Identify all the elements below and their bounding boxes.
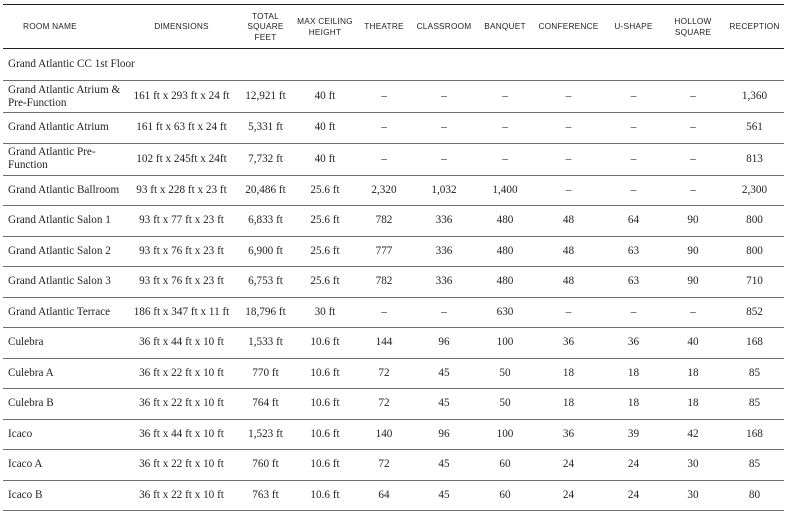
column-header-classroom: CLASSROOM [409, 5, 479, 49]
column-header-room-name: ROOM NAME [3, 5, 123, 49]
cell-room-name: Grand Atlantic Salon 1 [3, 206, 123, 237]
cell-max-ceiling-height: 10.6 ft [291, 480, 359, 511]
table-row [3, 389, 784, 420]
table-row [3, 480, 784, 511]
cell-room-name: Grand Atlantic Salon 2 [3, 236, 123, 267]
cell-u-shape: 24 [606, 480, 661, 511]
cell-u-shape: – [606, 113, 661, 144]
cell-max-ceiling-height: 10.6 ft [291, 419, 359, 450]
cell-max-ceiling-height: 10.6 ft [291, 358, 359, 389]
cell-total-square-feet: 6,900 ft [240, 236, 291, 267]
cell-classroom: – [409, 81, 479, 113]
cell-dimensions: 93 ft x 228 ft x 23 ft [123, 175, 240, 206]
cell-room-name: Grand Atlantic Atrium [3, 113, 123, 144]
cell-theatre: 72 [359, 358, 409, 389]
cell-reception: 813 [725, 143, 784, 175]
cell-classroom: – [409, 297, 479, 328]
cell-conference: 36 [531, 328, 606, 359]
cell-reception: 168 [725, 328, 784, 359]
cell-reception: 168 [725, 419, 784, 450]
cell-dimensions: 36 ft x 44 ft x 10 ft [123, 419, 240, 450]
cell-room-name: Icaco [3, 419, 123, 450]
cell-theatre: – [359, 113, 409, 144]
cell-classroom: 1,032 [409, 175, 479, 206]
cell-reception: 800 [725, 236, 784, 267]
cell-classroom: 45 [409, 480, 479, 511]
cell-max-ceiling-height: 10.6 ft [291, 389, 359, 420]
cell-classroom: 45 [409, 358, 479, 389]
cell-u-shape: 36 [606, 328, 661, 359]
cell-dimensions: 36 ft x 22 ft x 10 ft [123, 389, 240, 420]
cell-theatre: 72 [359, 450, 409, 481]
cell-hollow-square: 30 [661, 450, 725, 481]
cell-banquet: 50 [479, 358, 531, 389]
cell-hollow-square: 90 [661, 206, 725, 237]
section-title: Grand Atlantic CC 1st Floor [3, 49, 784, 81]
column-header-theatre: THEATRE [359, 5, 409, 49]
cell-banquet: 480 [479, 206, 531, 237]
cell-banquet: 50 [479, 389, 531, 420]
cell-banquet: – [479, 113, 531, 144]
cell-banquet: 100 [479, 419, 531, 450]
cell-hollow-square: 90 [661, 236, 725, 267]
cell-reception: 85 [725, 358, 784, 389]
cell-dimensions: 36 ft x 22 ft x 10 ft [123, 480, 240, 511]
cell-conference: 48 [531, 267, 606, 298]
cell-max-ceiling-height: 25.6 ft [291, 206, 359, 237]
cell-dimensions: 93 ft x 76 ft x 23 ft [123, 267, 240, 298]
cell-max-ceiling-height: 40 ft [291, 113, 359, 144]
cell-hollow-square: – [661, 297, 725, 328]
cell-total-square-feet: 764 ft [240, 389, 291, 420]
cell-banquet: 60 [479, 480, 531, 511]
cell-banquet: 630 [479, 297, 531, 328]
cell-banquet: 480 [479, 236, 531, 267]
cell-theatre: – [359, 81, 409, 113]
cell-hollow-square: – [661, 81, 725, 113]
cell-banquet: 100 [479, 328, 531, 359]
cell-room-name: Culebra A [3, 358, 123, 389]
cell-theatre: 2,320 [359, 175, 409, 206]
cell-conference: 24 [531, 480, 606, 511]
cell-dimensions: 102 ft x 245ft x 24ft [123, 143, 240, 175]
room-capacity-table [3, 4, 784, 511]
cell-total-square-feet: 770 ft [240, 358, 291, 389]
cell-conference: 18 [531, 389, 606, 420]
cell-max-ceiling-height: 25.6 ft [291, 175, 359, 206]
cell-total-square-feet: 18,796 ft [240, 297, 291, 328]
table-row [3, 450, 784, 481]
cell-room-name: Grand Atlantic Ballroom [3, 175, 123, 206]
cell-u-shape: – [606, 143, 661, 175]
cell-reception: 800 [725, 206, 784, 237]
cell-total-square-feet: 5,331 ft [240, 113, 291, 144]
table-row [3, 236, 784, 267]
cell-room-name: Grand Atlantic Atrium & Pre-Function [3, 81, 123, 113]
cell-theatre: 64 [359, 480, 409, 511]
table-row [3, 206, 784, 237]
table-row [3, 143, 784, 175]
cell-reception: 85 [725, 389, 784, 420]
cell-classroom: 45 [409, 389, 479, 420]
column-header-banquet: BANQUET [479, 5, 531, 49]
cell-u-shape: – [606, 81, 661, 113]
cell-max-ceiling-height: 10.6 ft [291, 450, 359, 481]
cell-conference: 48 [531, 236, 606, 267]
cell-classroom: 45 [409, 450, 479, 481]
cell-classroom: 96 [409, 419, 479, 450]
table-row [3, 267, 784, 298]
cell-room-name: Grand Atlantic Pre-Function [3, 143, 123, 175]
cell-banquet: – [479, 81, 531, 113]
column-header-dimensions: DIMENSIONS [123, 5, 240, 49]
cell-theatre: – [359, 297, 409, 328]
table-header [3, 5, 784, 49]
cell-conference: – [531, 143, 606, 175]
cell-room-name: Grand Atlantic Terrace [3, 297, 123, 328]
cell-theatre: 144 [359, 328, 409, 359]
cell-conference: – [531, 113, 606, 144]
table-row [3, 328, 784, 359]
cell-room-name: Culebra B [3, 389, 123, 420]
cell-conference: 24 [531, 450, 606, 481]
cell-theatre: 72 [359, 389, 409, 420]
cell-total-square-feet: 763 ft [240, 480, 291, 511]
cell-theatre: 140 [359, 419, 409, 450]
cell-reception: 1,360 [725, 81, 784, 113]
cell-dimensions: 161 ft x 293 ft x 24 ft [123, 81, 240, 113]
cell-hollow-square: – [661, 143, 725, 175]
table-row [3, 358, 784, 389]
cell-u-shape: 64 [606, 206, 661, 237]
cell-u-shape: 63 [606, 236, 661, 267]
cell-reception: 710 [725, 267, 784, 298]
column-header-max-ceiling-height: MAX CEILING HEIGHT [291, 5, 359, 49]
cell-u-shape: 18 [606, 358, 661, 389]
cell-banquet: – [479, 143, 531, 175]
cell-reception: 2,300 [725, 175, 784, 206]
header-row [3, 5, 784, 49]
cell-hollow-square: – [661, 175, 725, 206]
cell-classroom: – [409, 113, 479, 144]
cell-max-ceiling-height: 30 ft [291, 297, 359, 328]
cell-hollow-square: 42 [661, 419, 725, 450]
cell-conference: – [531, 297, 606, 328]
cell-u-shape: 63 [606, 267, 661, 298]
column-header-reception: RECEPTION [725, 5, 784, 49]
column-header-total-square-feet: TOTAL SQUARE FEET [240, 5, 291, 49]
cell-banquet: 480 [479, 267, 531, 298]
cell-hollow-square: 18 [661, 358, 725, 389]
cell-dimensions: 161 ft x 63 ft x 24 ft [123, 113, 240, 144]
cell-u-shape: 39 [606, 419, 661, 450]
cell-dimensions: 186 ft x 347 ft x 11 ft [123, 297, 240, 328]
cell-conference: 18 [531, 358, 606, 389]
cell-hollow-square: 18 [661, 389, 725, 420]
column-header-u-shape: U-SHAPE [606, 5, 661, 49]
cell-hollow-square: – [661, 113, 725, 144]
cell-total-square-feet: 1,523 ft [240, 419, 291, 450]
cell-conference: 36 [531, 419, 606, 450]
cell-total-square-feet: 1,533 ft [240, 328, 291, 359]
cell-total-square-feet: 12,921 ft [240, 81, 291, 113]
cell-total-square-feet: 6,753 ft [240, 267, 291, 298]
table-row [3, 419, 784, 450]
cell-classroom: 336 [409, 206, 479, 237]
cell-classroom: 336 [409, 267, 479, 298]
cell-dimensions: 93 ft x 76 ft x 23 ft [123, 236, 240, 267]
table-row [3, 81, 784, 113]
cell-hollow-square: 40 [661, 328, 725, 359]
cell-room-name: Culebra [3, 328, 123, 359]
cell-classroom: 96 [409, 328, 479, 359]
cell-max-ceiling-height: 25.6 ft [291, 267, 359, 298]
cell-total-square-feet: 20,486 ft [240, 175, 291, 206]
cell-classroom: – [409, 143, 479, 175]
cell-max-ceiling-height: 40 ft [291, 143, 359, 175]
cell-dimensions: 36 ft x 22 ft x 10 ft [123, 450, 240, 481]
section-row [3, 49, 784, 81]
cell-reception: 85 [725, 450, 784, 481]
column-header-hollow-square: HOLLOW SQUARE [661, 5, 725, 49]
cell-reception: 852 [725, 297, 784, 328]
cell-conference: 48 [531, 206, 606, 237]
cell-u-shape: 24 [606, 450, 661, 481]
cell-hollow-square: 90 [661, 267, 725, 298]
cell-banquet: 60 [479, 450, 531, 481]
cell-max-ceiling-height: 10.6 ft [291, 328, 359, 359]
cell-u-shape: 18 [606, 389, 661, 420]
cell-classroom: 336 [409, 236, 479, 267]
cell-total-square-feet: 6,833 ft [240, 206, 291, 237]
column-header-conference: CONFERENCE [531, 5, 606, 49]
cell-conference: – [531, 81, 606, 113]
cell-room-name: Icaco A [3, 450, 123, 481]
cell-conference: – [531, 175, 606, 206]
cell-max-ceiling-height: 25.6 ft [291, 236, 359, 267]
table-row [3, 113, 784, 144]
cell-u-shape: – [606, 175, 661, 206]
cell-max-ceiling-height: 40 ft [291, 81, 359, 113]
cell-dimensions: 36 ft x 44 ft x 10 ft [123, 328, 240, 359]
cell-theatre: 782 [359, 267, 409, 298]
cell-room-name: Grand Atlantic Salon 3 [3, 267, 123, 298]
cell-hollow-square: 30 [661, 480, 725, 511]
cell-room-name: Icaco B [3, 480, 123, 511]
cell-dimensions: 93 ft x 77 ft x 23 ft [123, 206, 240, 237]
cell-banquet: 1,400 [479, 175, 531, 206]
table-row [3, 297, 784, 328]
cell-total-square-feet: 760 ft [240, 450, 291, 481]
table-body [3, 49, 784, 511]
cell-theatre: – [359, 143, 409, 175]
cell-reception: 80 [725, 480, 784, 511]
cell-dimensions: 36 ft x 22 ft x 10 ft [123, 358, 240, 389]
cell-reception: 561 [725, 113, 784, 144]
cell-theatre: 782 [359, 206, 409, 237]
cell-u-shape: – [606, 297, 661, 328]
cell-theatre: 777 [359, 236, 409, 267]
cell-total-square-feet: 7,732 ft [240, 143, 291, 175]
table-row [3, 175, 784, 206]
